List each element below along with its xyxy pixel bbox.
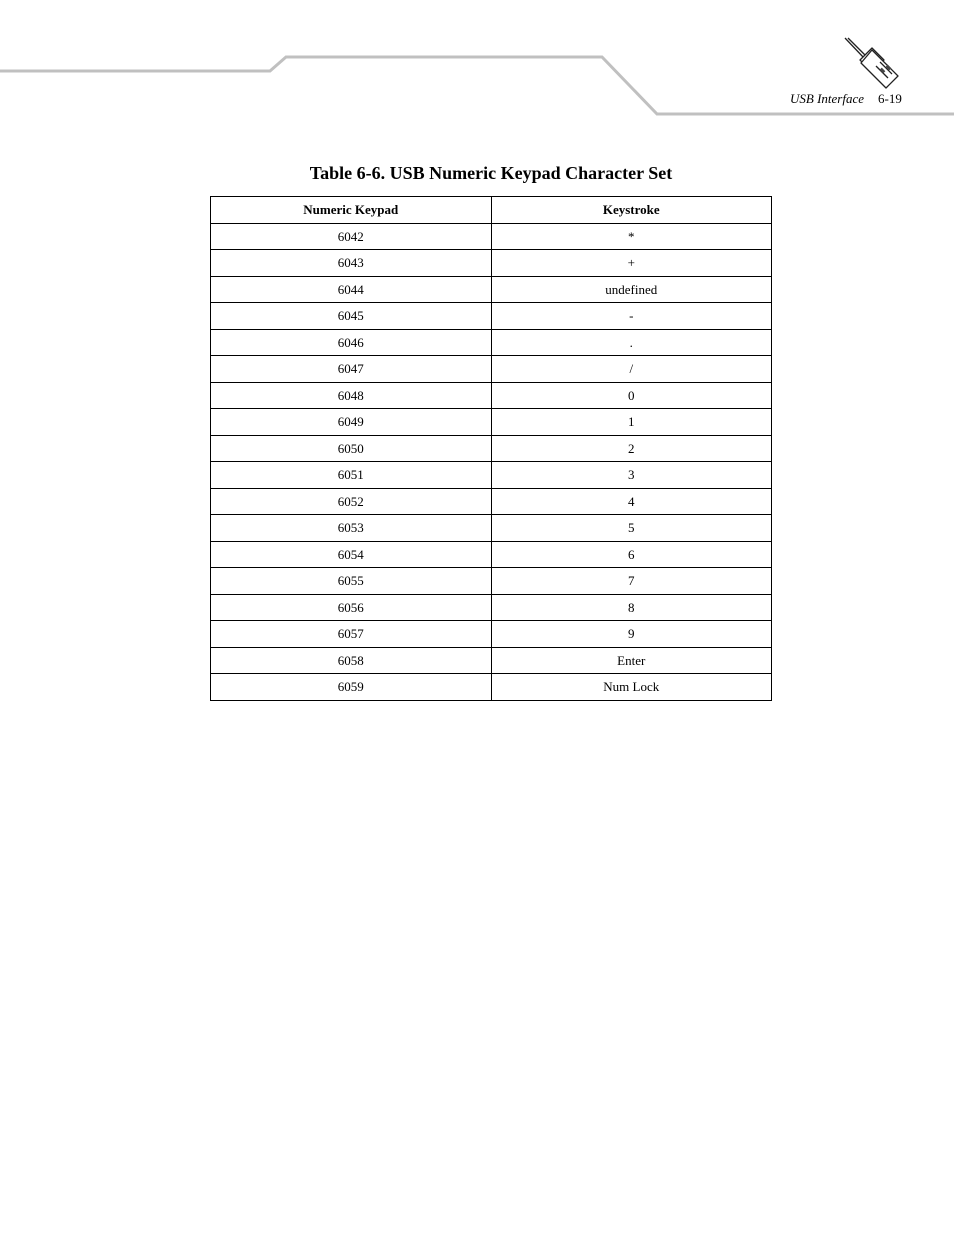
keystroke-cell: .: [491, 329, 772, 356]
numeric-keypad-cell: 6053: [211, 515, 492, 542]
table-row: [211, 647, 772, 674]
numeric-keypad-cell: 6054: [211, 541, 492, 568]
table-row: [211, 409, 772, 436]
keystroke-cell: +: [491, 250, 772, 277]
table-row: [211, 515, 772, 542]
table-row: [211, 488, 772, 515]
table-row: [211, 356, 772, 383]
keystroke-cell: Enter: [491, 647, 772, 674]
numeric-keypad-cell: 6050: [211, 435, 492, 462]
numeric-keypad-cell: 6046: [211, 329, 492, 356]
table-row: [211, 541, 772, 568]
keystroke-cell: 2: [491, 435, 772, 462]
section-title: USB Interface: [790, 91, 865, 106]
numeric-keypad-cell: 6043: [211, 250, 492, 277]
keystroke-cell: 9: [491, 621, 772, 648]
numeric-keypad-cell: 6055: [211, 568, 492, 595]
numeric-keypad-cell: 6042: [211, 223, 492, 250]
table-body: [211, 223, 772, 700]
keystroke-cell: 1: [491, 409, 772, 436]
column-header-keystroke: Keystroke: [491, 197, 772, 224]
table-row: [211, 674, 772, 701]
keystroke-cell: 6: [491, 541, 772, 568]
keystroke-cell: 0: [491, 382, 772, 409]
table-row: [211, 303, 772, 330]
table-row: [211, 382, 772, 409]
running-head: [790, 91, 902, 107]
table-row: [211, 329, 772, 356]
numeric-keypad-table: [210, 196, 772, 701]
numeric-keypad-cell: 6056: [211, 594, 492, 621]
table-row: [211, 621, 772, 648]
keystroke-cell: 7: [491, 568, 772, 595]
table-row: [211, 462, 772, 489]
keystroke-cell: /: [491, 356, 772, 383]
numeric-keypad-cell: 6059: [211, 674, 492, 701]
table-row: [211, 250, 772, 277]
table-row: [211, 568, 772, 595]
keystroke-cell: 5: [491, 515, 772, 542]
table-row: [211, 594, 772, 621]
table-title: Table 6-6. USB Numeric Keypad Character Set: [309, 163, 673, 183]
keystroke-cell: *: [491, 223, 772, 250]
keystroke-cell: 8: [491, 594, 772, 621]
table-header-row: [211, 197, 772, 224]
numeric-keypad-cell: 6051: [211, 462, 492, 489]
keystroke-cell: 3: [491, 462, 772, 489]
header-tab-rule: [0, 0, 954, 130]
column-header-numeric-keypad: Numeric Keypad: [211, 197, 492, 224]
numeric-keypad-cell: 6049: [211, 409, 492, 436]
page-number: 6-19: [878, 91, 902, 106]
keystroke-cell: undefined: [491, 276, 772, 303]
keystroke-cell: Num Lock: [491, 674, 772, 701]
numeric-keypad-cell: 6057: [211, 621, 492, 648]
numeric-keypad-cell: 6058: [211, 647, 492, 674]
table-row: [211, 223, 772, 250]
numeric-keypad-cell: 6044: [211, 276, 492, 303]
keystroke-cell: 4: [491, 488, 772, 515]
table-row: [211, 276, 772, 303]
usb-connector-icon: [840, 36, 902, 92]
keystroke-cell: -: [491, 303, 772, 330]
table-row: [211, 435, 772, 462]
numeric-keypad-cell: 6047: [211, 356, 492, 383]
numeric-keypad-cell: 6045: [211, 303, 492, 330]
numeric-keypad-cell: 6048: [211, 382, 492, 409]
numeric-keypad-cell: 6052: [211, 488, 492, 515]
